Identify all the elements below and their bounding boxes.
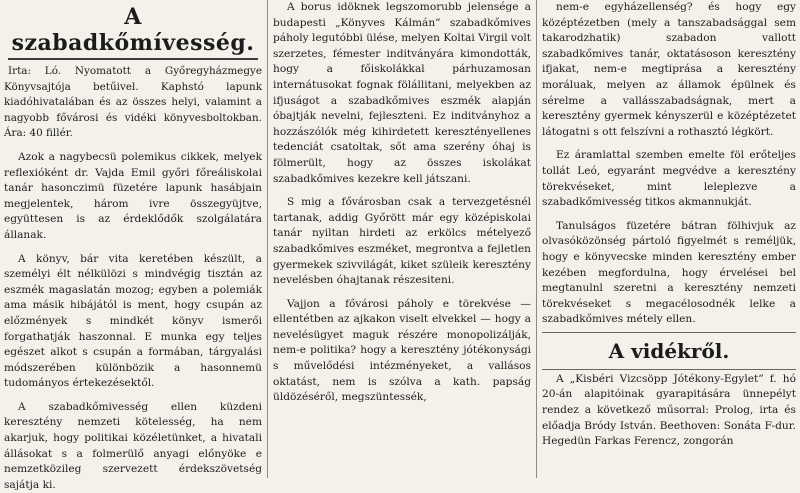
column-2 [273,0,531,478]
column-divider [536,0,537,478]
section-rule [542,369,796,370]
article-title: A szabadkőmívesség. [11,4,255,56]
article-paragraph: Tanulságos füzetére bátran fölhivjuk az olvasóközönség pártoló figyelmét s reméljük, hogy e könyvecske minden keresztény ember kezében megfordulna, hogy érvelései bel megtanulnl szeretni a keresztény nemzeti törekvéseket s megacélosodnék lelke a szabadkőmives métely ellen. [542,219,796,326]
title-rule [8,58,258,60]
article-paragraph: A szabadkőmivesség ellen küzdeni keresztény nemzeti kötelesség, ha nem akarjuk, hogy politikai közéletünket, a hivatali állásokat s a folmerülő anyagi előnyöke e nemzetközileg szervezett érdekszövetség sajátja ki. [4,400,262,491]
article-paragraph: A könyv, bár vita keretében készült, a személyi élt nélkülözi s mindvégig tisztán az eszmék magaslatán mozog; egyben a polemiák ama másik hibájától is ment, hogy csupán az előzmények s mindkét könyv ismerői forgathatják haszonnal. E munka egy teljes egészet alkot s csupán a formában, tárgyalási módszerében különbözik a hasonnemü tudományos értekezésektől. [4,252,262,390]
article-paragraph: A borus idöknek legszomorubb jelensége a budapesti „Könyves Kálmán” szabadkőmives páholy legutóbbi ülése, melyen Koltai Virgil volt szerzetes, fémester inditványára kimondották, hogy a főiskolákkal párhuzamosan internátusokat fognak fölállitani, melyekben az ifjuságot a szabadkőmives eszmék alapján óbajtják nevelni, fejleszteni. Ez inditványhoz a hozzászólók még kihirdetett keresztényellenes tedenciát csatoltak, sőt ama szerény óhaj is fölmerült, hogy az összes iskolákat szabadkőmives kezekre kell játszani. [273,1,531,185]
column-3 [542,0,796,478]
column-divider [267,0,268,478]
news-item: A „Kisbéri Vizcsöpp Jótékony-Egylet” f. hó 20-án alapitóinak gyarapitására ünnepélyt rendez a következő műsorral: Prolog, irta és előadja Bródy István. Beethoven: Sonáta F-dur. Hegedün Farkas Ferencz, zongorán [542,372,796,448]
article-paragraph: Vajjon a fővárosi páholy e törekvése — ellentétben az ajkakon viselt elvekkel — hogy a nevelésügyet maguk részére monopolizálják, nem-e politika? hogy a keresztény jótékonysági s művelődési intézményeket, a vallásos oktatást, nem is szólva a kath. papság üldözéséről, megszüntessék, [273,297,531,404]
article-paragraph: Ez áramlattal szemben emelte föl erőteljes tollát Leó, egyaránt megvédve a keresztény törekvéseket, mint leleplezve a szabadkőmivesség titkos akmannukját. [542,149,796,209]
article-paragraph: S mig a fővárosban csak a tervezgetésnél tartanak, addig Győrött már egy középiskolai tanár nyiltan hirdeti az erkölcs mételyező szabadkőmives eszméket, megrontva a fejletlen gyermekek szivvilágát, kiket szüleik keresztény nevelésben óhajtanak részesiteni. [273,196,531,287]
article-paragraph: Azok a nagybecsü polemikus cikkek, melyek reflexióként dr. Vajda Emil győri főreáliskolai tanár hasonczimü füzetére lapunk hasábjain megjelentek, három ivre összegyüjtve, együttesen is az érdeklődők szolgálatára állanak. [4,150,262,241]
section-rule [542,332,796,333]
column-1 [4,0,262,491]
section-title: A vidékről. [608,338,730,363]
publication-info: Irta: Ló. Nyomatott a Győregyházmegye Könyvsajtója betűivel. Kaphstó lapunk kiadóhivatalában és az összes helyi, valamint a nagyobb fővárosi és vidéki könyvesboltokban. Ára: 40 fillér. [4,65,262,140]
article-paragraph: nem-e egyházellenség? és hogy egy középtézetben (mely a tanszabadsággal sem takarodzhatik) szabadon vallott szabadkőmives tanár, oktatásoson keresztény ifjakat, nem-e megtiprása a keresztény moráluak, melyen az államok épülnek és sérelme a vallásszabadságnak, mert a keresztény gyermek kényszerül e középtézetet látogatni s ott felszívni a rothasztó légkört. [542,1,796,138]
